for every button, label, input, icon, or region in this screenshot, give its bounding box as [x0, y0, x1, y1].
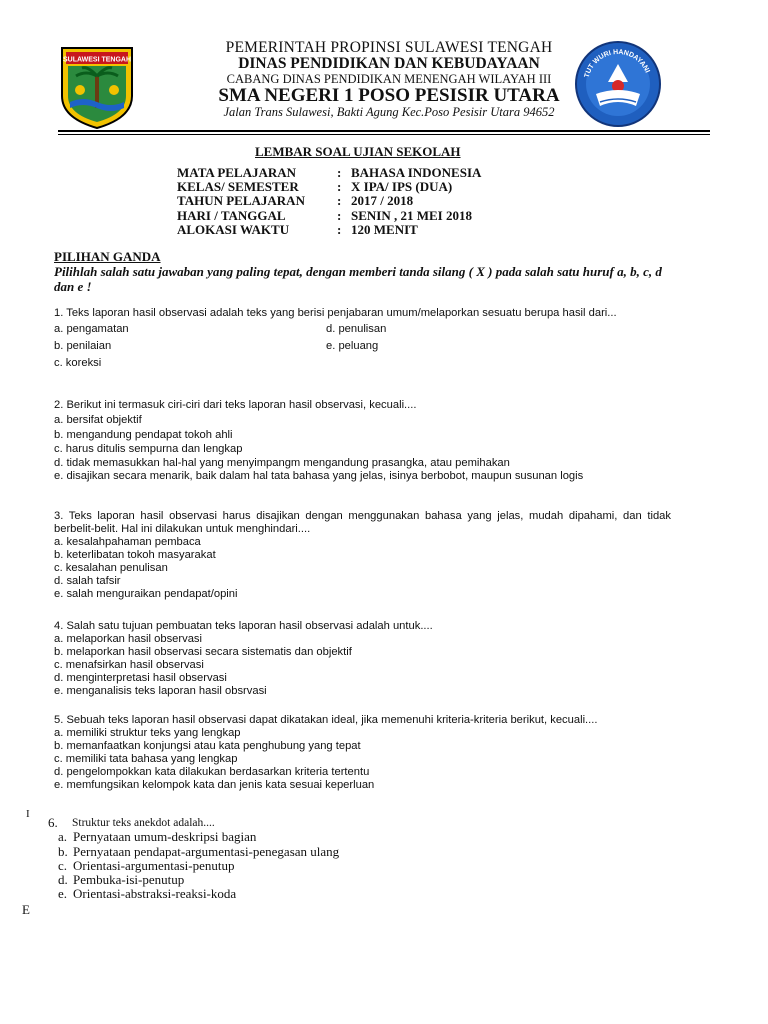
exam-info-separator: : [337, 207, 342, 223]
exam-info-value: SENIN , 21 MEI 2018 [351, 207, 472, 223]
option-a: a. bersifat objektif [54, 413, 142, 426]
question-stem: 1. Teks laporan hasil observasi adalah teks yang berisi penjabaran umum/melaporkan sesuatu berupa hasil dari... [54, 307, 617, 319]
exam-info-value: BAHASA INDONESIA [351, 165, 482, 180]
exam-info-separator: : [337, 193, 342, 209]
question-1 [54, 306, 671, 371]
option-d: d. penulisan [326, 323, 387, 335]
exam-info-value: 2017 / 2018 [351, 193, 414, 209]
letterhead-address: Jalan Trans Sulawesi, Bakti Agung Kec.Poso Pesisir Utara 94652 [223, 104, 555, 119]
question-6 [48, 816, 339, 902]
letterhead [130, 40, 648, 119]
exam-info-label: HARI / TANGGAL [177, 207, 286, 223]
exam-info-table [177, 166, 481, 237]
exam-info-row [177, 223, 481, 237]
question-4 [54, 620, 671, 698]
exam-info-label: KELAS/ SEMESTER [177, 179, 299, 195]
option-a: a. pengamatan [54, 323, 129, 335]
option-c: c. menafsirkan hasil observasi [54, 659, 204, 671]
margin-mark-i: I [26, 808, 30, 820]
option-e: e. menganalisis teks laporan hasil obsrvasi [54, 685, 267, 697]
question-stem: 4. Salah satu tujuan pembuatan teks laporan hasil observasi adalah untuk.... [54, 620, 433, 632]
letterhead-branch: CABANG DINAS PENDIDIKAN MENENGAH WILAYAH III [226, 71, 552, 86]
option-b: b. memanfaatkan konjungsi atau kata penghubung yang tepat [54, 740, 361, 752]
option-a: a. melaporkan hasil observasi [54, 633, 202, 645]
question-stem: 3. Teks laporan hasil observasi harus disajikan dengan menggunakan bahasa yang jelas, mudah dipahami, dan tidak berbelit-belit. Hal ini dilakukan untuk menghindari.... [54, 510, 671, 535]
question-stem: 2. Berikut ini termasuk ciri-ciri dari teks laporan hasil observasi, kecuali.... [54, 399, 417, 411]
option-e: e. Orientasi-abstraksi-reaksi-koda [58, 886, 237, 902]
option-e: e. memfungsikan kelompok kata dan jenis kata sesuai keperluan [54, 779, 375, 791]
option-e: e. salah menguraikan pendapat/opini [54, 588, 238, 600]
option-b: b. penilaian [54, 340, 112, 352]
exam-info-separator: : [337, 221, 342, 237]
option-b: b. keterlibatan tokoh masyarakat [54, 549, 216, 561]
letterhead-school-name: SMA NEGERI 1 POSO PESISIR UTARA [218, 84, 560, 106]
letterhead-divider-thin [58, 134, 710, 135]
option-a: a. kesalahpahaman pembaca [54, 536, 201, 548]
exam-info-separator: : [337, 179, 342, 195]
option-c: c. kesalahan penulisan [54, 562, 168, 574]
question-number: 6. [48, 815, 58, 830]
question-stem: 5. Sebuah teks laporan hasil observasi dapat dikatakan ideal, jika memenuhi kriteria-kriteria berikut, kecuali.... [54, 714, 598, 726]
question-5 [54, 714, 671, 792]
option-d: d. salah tafsir [54, 575, 121, 587]
option-c: c. harus ditulis sempurna dan lengkap [54, 443, 243, 456]
exam-info-row [177, 209, 481, 223]
margin-mark-e: E [22, 902, 30, 917]
section-title: PILIHAN GANDA [54, 249, 161, 264]
sulawesi-tengah-emblem-icon [58, 44, 136, 130]
option-b: b. mengandung pendapat tokoh ahli [54, 428, 233, 441]
exam-info-value: X IPA/ IPS (DUA) [351, 179, 453, 195]
option-c: c. memiliki tata bahasa yang lengkap [54, 753, 238, 765]
exam-info-row [177, 194, 481, 208]
exam-info-label: ALOKASI WAKTU [177, 221, 290, 237]
exam-info-label: TAHUN PELAJARAN [177, 193, 305, 209]
exam-info-row [177, 166, 481, 180]
option-e: e. disajikan secara menarik, baik dalam hal tata bahasa yang jelas, isinya berbobot, maupun susunan logis [54, 470, 584, 483]
option-a: a. memiliki struktur teks yang lengkap [54, 727, 241, 739]
letterhead-department: DINAS PENDIDIKAN DAN KEBUDAYAAN [238, 55, 540, 73]
question-3 [54, 510, 671, 601]
letterhead-government: PEMERINTAH PROPINSI SULAWESI TENGAH [225, 39, 553, 56]
exam-info-separator: : [337, 165, 342, 180]
option-c: c. koreksi [54, 357, 102, 369]
instructions: Pilihlah salah satu jawaban yang paling tepat, dengan memberi tanda silang ( X ) pada salah satu huruf a, b, c, d dan e ! [54, 264, 662, 294]
letterhead-divider-thick [58, 130, 710, 132]
option-d: d. pengelompokkan kata dilakukan berdasarkan kriteria tertentu [54, 766, 370, 778]
exam-info-value: 120 MENIT [351, 221, 418, 237]
exam-info-label: MATA PELAJARAN [177, 165, 297, 180]
option-d: d. menginterpretasi hasil observasi [54, 672, 227, 684]
option-e: e. peluang [326, 340, 379, 352]
document-title: LEMBAR SOAL UJIAN SEKOLAH [255, 144, 461, 159]
svg-text:TUT WURI HANDAYANI: TUT WURI HANDAYANI [583, 48, 651, 79]
svg-text:SULAWESI TENGAH: SULAWESI TENGAH [62, 56, 132, 64]
option-b: b. Pernyataan pendapat-argumentasi-penegasan ulang [58, 843, 340, 859]
option-d: d. tidak memasukkan hal-hal yang menyimpangm mengandung prasangka, atau pemihakan [54, 457, 510, 470]
question-stem: Struktur teks anekdot adalah.... [72, 817, 215, 829]
option-b: b. melaporkan hasil observasi secara sistematis dan objektif [54, 646, 352, 658]
question-2 [54, 398, 671, 483]
option-c: c. Orientasi-argumentasi-penutup [58, 857, 235, 873]
option-d: d. Pembuka-isi-penutup [58, 872, 185, 888]
option-a: a. Pernyataan umum-deskripsi bagian [58, 829, 257, 845]
exam-info-row [177, 180, 481, 194]
